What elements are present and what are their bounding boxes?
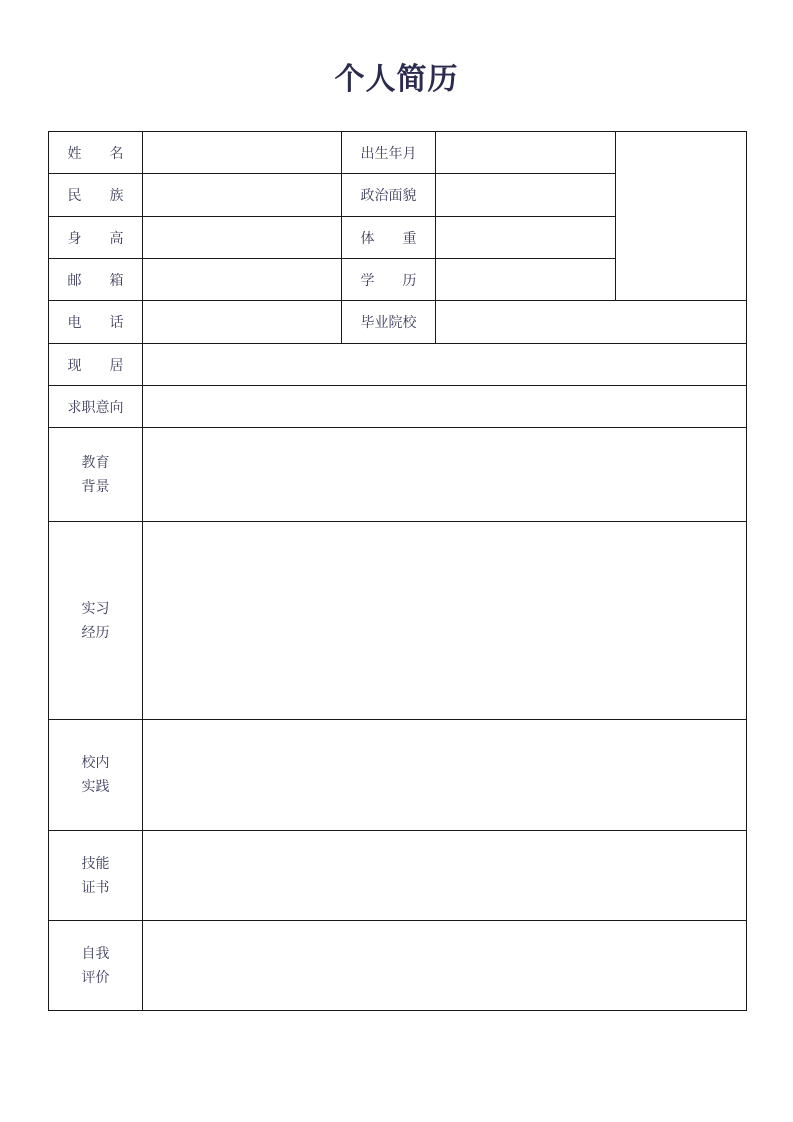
photo-box[interactable] (616, 132, 747, 301)
skills-certificates-label: 技能 证书 (49, 831, 143, 921)
internship-field[interactable] (143, 522, 747, 720)
row-residence (49, 344, 747, 386)
row-internship (49, 522, 747, 720)
row-name (49, 132, 747, 174)
ethnicity-field[interactable] (143, 174, 342, 217)
row-education-background (49, 428, 747, 522)
height-label: 身 高 (49, 217, 143, 259)
resume-table (48, 131, 747, 1011)
page-title: 个人简历 (334, 62, 459, 97)
campus-practice-label: 校内 实践 (49, 720, 143, 831)
row-phone (49, 301, 747, 344)
phone-label: 电 话 (49, 301, 143, 344)
weight-field[interactable] (436, 217, 616, 259)
job-intention-label: 求职意向 (49, 386, 143, 428)
education-background-label: 教育 背景 (49, 428, 143, 522)
political-status-label: 政治面貌 (342, 174, 436, 217)
email-field[interactable] (143, 259, 342, 301)
row-self-evaluation (49, 921, 747, 1011)
phone-field[interactable] (143, 301, 342, 344)
self-evaluation-field[interactable] (143, 921, 747, 1011)
education-level-label: 学 历 (342, 259, 436, 301)
ethnicity-label: 民 族 (49, 174, 143, 217)
self-evaluation-label: 自我 评价 (49, 921, 143, 1011)
row-skills-certificates (49, 831, 747, 921)
email-label: 邮 箱 (49, 259, 143, 301)
internship-label: 实习 经历 (49, 522, 143, 720)
school-label: 毕业院校 (342, 301, 436, 344)
skills-certificates-field[interactable] (143, 831, 747, 921)
name-label: 姓 名 (49, 132, 143, 174)
birth-field[interactable] (436, 132, 616, 174)
education-background-field[interactable] (143, 428, 747, 522)
weight-label: 体 重 (342, 217, 436, 259)
residence-field[interactable] (143, 344, 747, 386)
row-campus-practice (49, 720, 747, 831)
row-job-intention (49, 386, 747, 428)
name-field[interactable] (143, 132, 342, 174)
education-level-field[interactable] (436, 259, 616, 301)
residence-label: 现 居 (49, 344, 143, 386)
political-status-field[interactable] (436, 174, 616, 217)
campus-practice-field[interactable] (143, 720, 747, 831)
birth-label: 出生年月 (342, 132, 436, 174)
school-field[interactable] (436, 301, 747, 344)
height-field[interactable] (143, 217, 342, 259)
job-intention-field[interactable] (143, 386, 747, 428)
